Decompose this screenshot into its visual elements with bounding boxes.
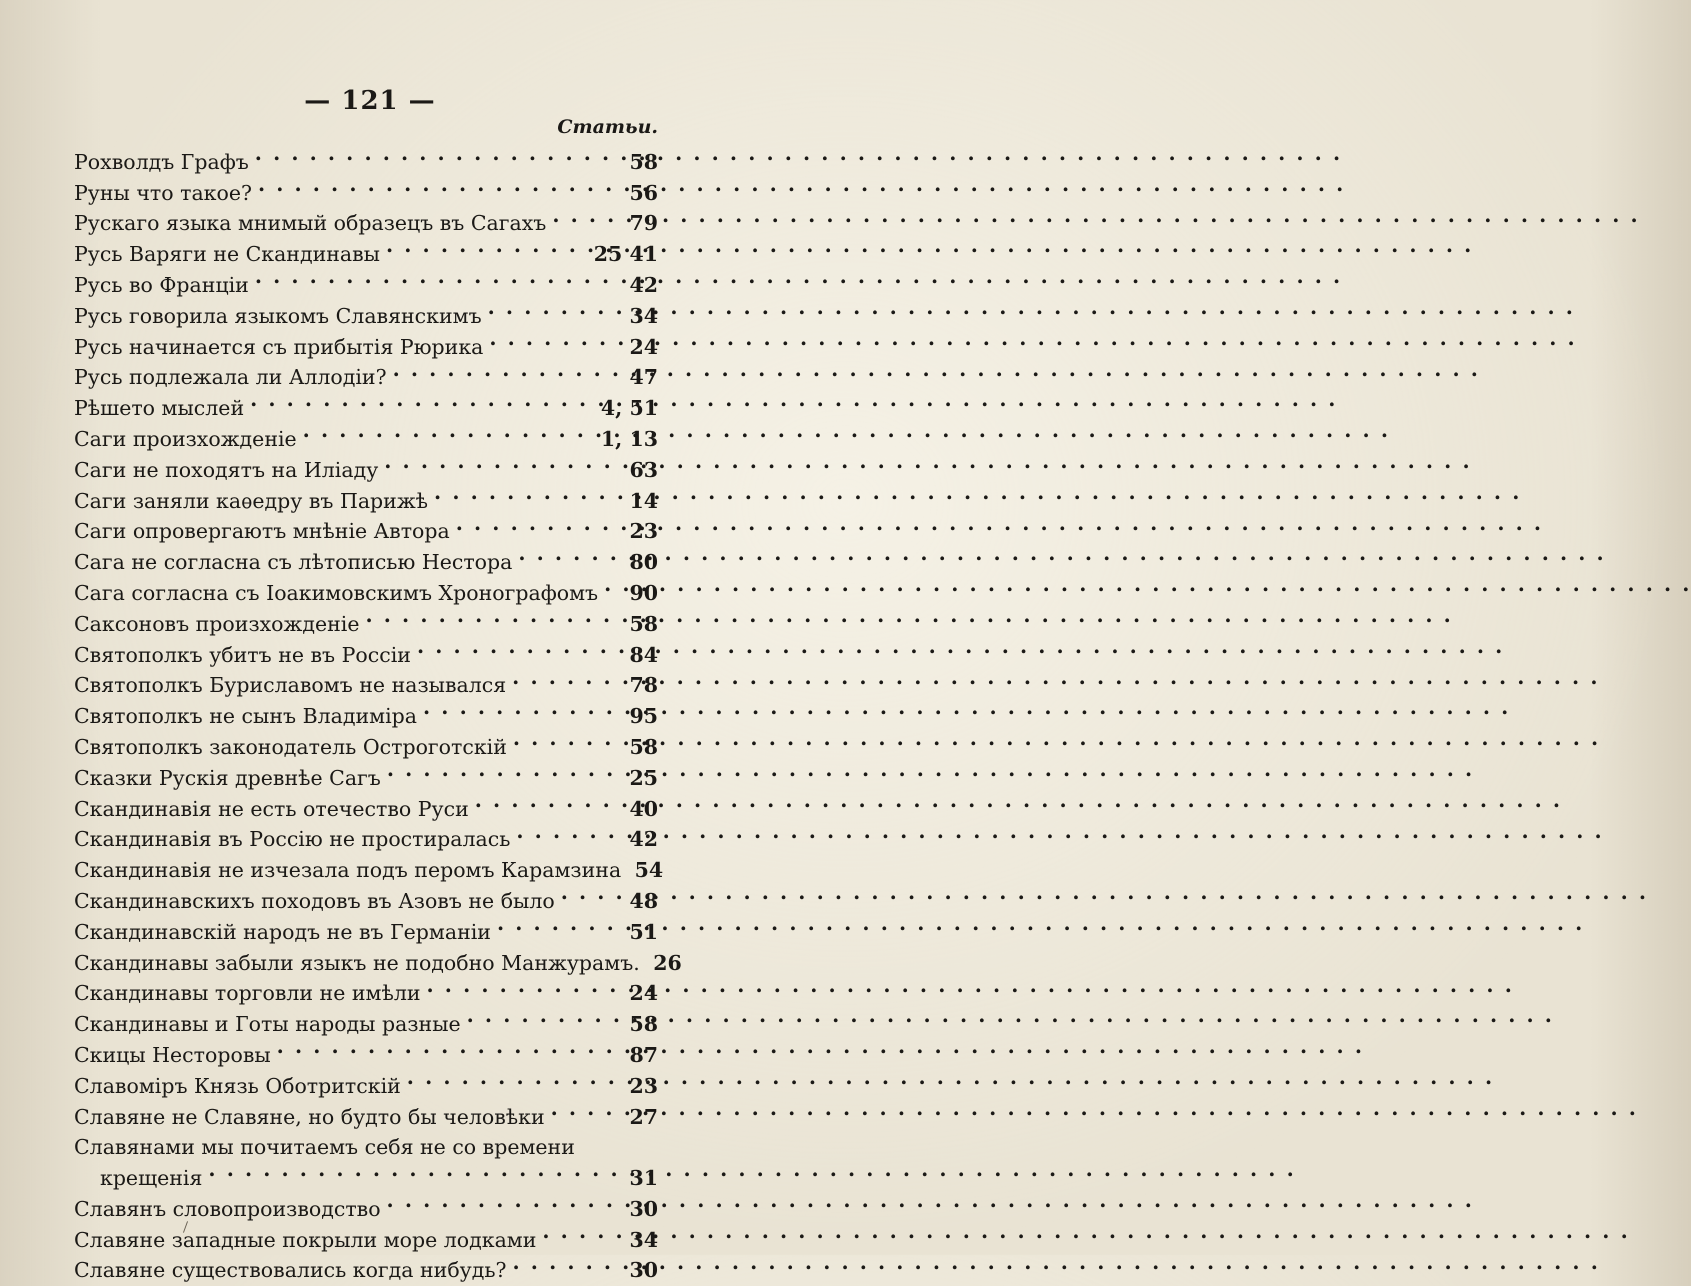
dot-leader <box>303 415 595 446</box>
dot-leader <box>518 538 622 569</box>
entry-pages: 25 41 <box>593 242 658 267</box>
dot-leader <box>542 1216 622 1247</box>
entry-pages: 30 <box>629 1196 658 1221</box>
entry-pages: 31 <box>629 1166 658 1191</box>
entry-pages: 27 <box>629 1104 658 1129</box>
entry-title: Скандинавы забыли языкъ не подобно Манжурамъ. <box>74 950 640 975</box>
dot-leader <box>387 1185 622 1216</box>
entry-pages: 14 <box>629 488 658 513</box>
dot-leader <box>258 169 622 200</box>
dot-leader <box>250 384 595 415</box>
entry-title: Святополкъ убитъ не въ Россіи <box>74 642 411 667</box>
entry-title: Славянами мы почитаемъ себя не со времени <box>74 1135 575 1160</box>
entry-title: Славянъ словопроизводство <box>74 1196 381 1221</box>
entry-title: Саги не походятъ на Иліаду <box>74 457 379 482</box>
dot-leader <box>423 692 622 723</box>
entry-pages: 26 <box>653 950 682 975</box>
dot-leader <box>467 1000 622 1031</box>
entry-title: Святополкъ Буриславомъ не назывался <box>74 673 507 698</box>
entry-pages: 4, 51 <box>600 396 658 421</box>
entry-title: Скандинавія не изчезала подъ перомъ Карамзина <box>74 858 622 883</box>
dot-leader <box>516 816 622 847</box>
dot-leader <box>552 200 622 231</box>
index-page <box>0 0 780 1283</box>
entry-title: Рохволдъ Графъ <box>74 149 249 174</box>
entry-pages: 24 <box>629 334 658 359</box>
entry-pages: 78 <box>629 673 658 698</box>
entry-pages: 63 <box>629 457 658 482</box>
entry-pages: 25 <box>629 765 658 790</box>
entry-title: Русь говорила языкомъ Славянскимъ <box>74 303 482 328</box>
entry-pages: 84 <box>629 642 658 667</box>
entry-title: Русь начинается съ прибытія Рюрика <box>74 334 484 359</box>
dot-leader <box>513 1247 622 1278</box>
dot-leader <box>393 354 622 385</box>
entry-title: Скандинавы торговли не имѣли <box>74 981 421 1006</box>
dot-leader <box>384 446 622 477</box>
entry-pages: 42 <box>629 272 658 297</box>
entry-pages: 51 <box>629 919 658 944</box>
dot-leader <box>277 1031 622 1062</box>
entry-title: Руны что такое? <box>74 180 252 205</box>
entry-title: Сага согласна съ Іоакимовскимъ Хронографомъ <box>74 580 599 605</box>
entry-pages: 79 <box>629 211 658 236</box>
dot-leader <box>407 1062 622 1093</box>
entry-pages: 23 <box>629 519 658 544</box>
entry-pages: 58 <box>629 1012 658 1037</box>
dot-leader <box>561 877 622 908</box>
entry-pages: 1, 13 <box>600 426 658 451</box>
dot-leader <box>386 230 588 261</box>
index-entry <box>74 138 658 174</box>
entry-pages: 34 <box>629 1227 658 1252</box>
dot-leader <box>387 754 622 785</box>
dot-leader <box>513 723 622 754</box>
entry-pages: 54 <box>634 858 664 883</box>
entry-pages: 80 <box>629 550 658 575</box>
dot-leader <box>434 477 622 508</box>
dot-leader <box>427 970 622 1001</box>
entry-title: Саги произхожденіе <box>74 426 297 451</box>
entry-pages: 87 <box>629 1042 658 1067</box>
dot-leader <box>604 569 622 600</box>
dot-leader <box>255 138 622 169</box>
entry-title: Скандинавія въ Россію не простиралась <box>74 827 511 852</box>
dot-leader <box>475 785 622 816</box>
entry-pages: 58 <box>629 611 658 636</box>
entry-title: Саги заняли каѳедру въ Парижѣ <box>74 488 429 513</box>
entry-title: Скандинавы и Готы народы разные <box>74 1012 461 1037</box>
entry-pages: 40 <box>629 796 658 821</box>
running-head: — 121 — <box>304 86 436 116</box>
dot-leader <box>551 1093 622 1124</box>
entry-title: крещенія <box>100 1166 203 1191</box>
entry-title: Славяне существовались когда нибудь? <box>74 1258 507 1283</box>
dot-leader <box>497 908 622 939</box>
entry-title: Скицы Несторовы <box>74 1042 271 1067</box>
entry-pages: 58 <box>629 149 658 174</box>
entry-title: Сказки Рускія древнѣе Сагъ <box>74 765 381 790</box>
entry-title: Рускаго языка мнимый образецъ въ Сагахъ <box>74 211 547 236</box>
entry-title: Славоміръ Князь Оботритскій <box>74 1073 401 1098</box>
dot-leader <box>208 1154 622 1185</box>
entry-pages: 30 <box>629 1258 658 1283</box>
entry-title: Святополкъ законодатель Остроготскій <box>74 734 507 759</box>
entry-title: Русь во Франціи <box>74 272 249 297</box>
column-header: Статьи. <box>557 116 658 138</box>
entry-pages: 56 <box>629 180 658 205</box>
entry-pages: 42 <box>629 827 658 852</box>
entry-pages: 23 <box>629 1073 658 1098</box>
entry-pages: 95 <box>629 704 658 729</box>
entry-title: Скандинавскій народъ не въ Германіи <box>74 919 491 944</box>
entry-title: Сага не согласна съ лѣтописью Нестора <box>74 550 513 575</box>
index-entries <box>74 138 682 1283</box>
entry-title: Саги опровергаютъ мнѣніе Автора <box>74 519 450 544</box>
entry-title: Русь Варяги не Скандинавы <box>74 242 380 267</box>
entry-pages: 90 <box>629 580 658 605</box>
entry-title: Саксоновъ произхожденіе <box>74 611 360 636</box>
dot-leader <box>581 1124 622 1155</box>
entry-pages: 48 <box>629 888 658 913</box>
entry-title: Славяне не Славяне, но будто бы человѣки <box>74 1104 545 1129</box>
entry-pages: 47 <box>629 365 658 390</box>
entry-title: Русь подлежала ли Аллодіи? <box>74 365 387 390</box>
dot-leader <box>456 508 622 539</box>
entry-pages: 58 <box>629 734 658 759</box>
entry-title: Скандинавія не есть отечество Руси <box>74 796 469 821</box>
entry-pages: 34 <box>629 303 658 328</box>
entry-title: Рѣшето мыслей <box>74 396 245 421</box>
entry-title: Святополкъ не сынъ Владиміра <box>74 704 418 729</box>
dot-leader <box>366 600 623 631</box>
entry-title: Славяне западные покрыли море лодками <box>74 1227 537 1252</box>
dot-leader <box>488 292 622 323</box>
entry-pages: 24 <box>629 981 658 1006</box>
dot-leader <box>489 323 622 354</box>
entry-title: Скандинавскихъ походовъ въ Азовъ не было <box>74 888 555 913</box>
dot-leader <box>255 261 622 292</box>
dot-leader <box>417 631 622 662</box>
dot-leader <box>512 662 622 693</box>
